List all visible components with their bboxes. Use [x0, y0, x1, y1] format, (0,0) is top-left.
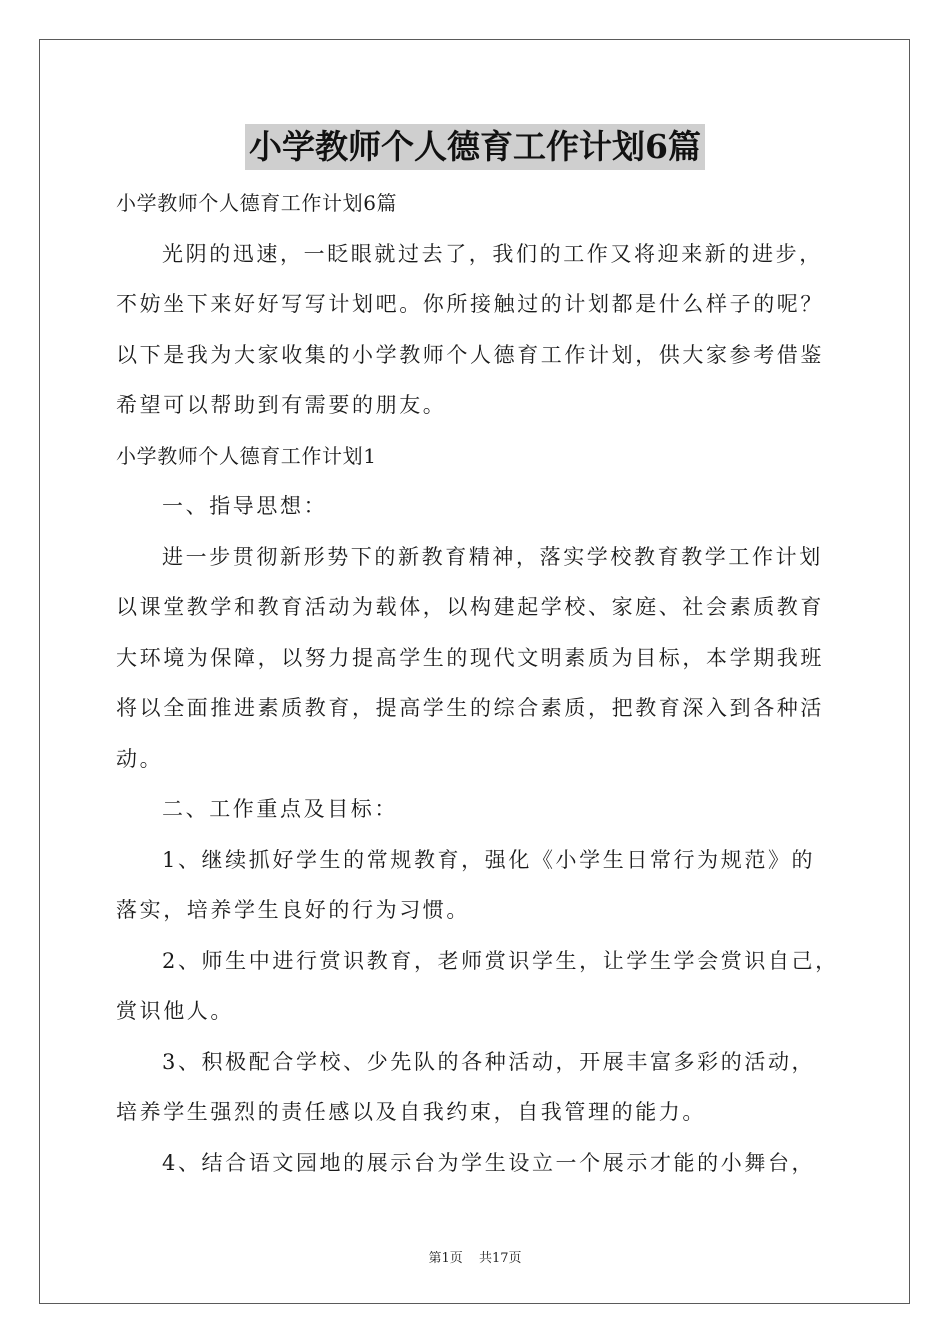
paragraph-line: 将以全面推进素质教育，提高学生的综合素质，把教育深入到各种活	[116, 696, 824, 720]
page-footer	[0, 1247, 950, 1266]
subtitle-line: 小学教师个人德育工作计划6篇	[116, 191, 398, 215]
paragraph-line: 1、继续抓好学生的常规教育，强化《小学生日常行为规范》的	[162, 847, 816, 872]
subheading-line: 一、指导思想：	[162, 494, 328, 518]
paragraph-line: 进一步贯彻新形势下的新教育精神，落实学校教育教学工作计划	[162, 544, 823, 569]
document-body	[116, 178, 838, 1188]
paragraph-line: 3、积极配合学校、少先队的各种活动，开展丰富多彩的活动，	[162, 1049, 816, 1074]
paragraph-line: 以下是我为大家收集的小学教师个人德育工作计划，供大家参考借鉴	[116, 342, 824, 367]
paragraph-line: 2、师生中进行赏识教育，老师赏识学生，让学生学会赏识自己，	[162, 948, 839, 973]
document-title: 小学教师个人德育工作计划6篇	[245, 124, 705, 170]
paragraph-line: 赏识他人。	[116, 999, 234, 1023]
paragraph-line: 希望可以帮助到有需要的朋友。	[116, 393, 447, 417]
paragraph-line: 4、结合语文园地的展示台为学生设立一个展示才能的小舞台，	[162, 1150, 816, 1175]
page-total: 共17页	[478, 1251, 522, 1266]
paragraph-line: 不妨坐下来好好写写计划吧。你所接触过的计划都是什么样子的呢？	[116, 292, 824, 316]
paragraph-line: 培养学生强烈的责任感以及自我约束，自我管理的能力。	[116, 1100, 706, 1124]
paragraph-line: 以课堂教学和教育活动为载体，以构建起学校、家庭、社会素质教育	[116, 595, 824, 619]
subheading-line: 二、工作重点及目标：	[162, 797, 398, 821]
section-heading: 小学教师个人德育工作计划1	[116, 443, 377, 468]
title-container	[0, 124, 950, 170]
paragraph-line: 落实，培养学生良好的行为习惯。	[116, 898, 470, 922]
paragraph-line: 光阴的迅速，一眨眼就过去了，我们的工作又将迎来新的进步，	[162, 241, 823, 266]
paragraph-line: 大环境为保障，以努力提高学生的现代文明素质为目标，本学期我班	[116, 645, 824, 670]
page-number: 第1页	[428, 1251, 463, 1266]
paragraph-line: 动。	[116, 746, 164, 771]
